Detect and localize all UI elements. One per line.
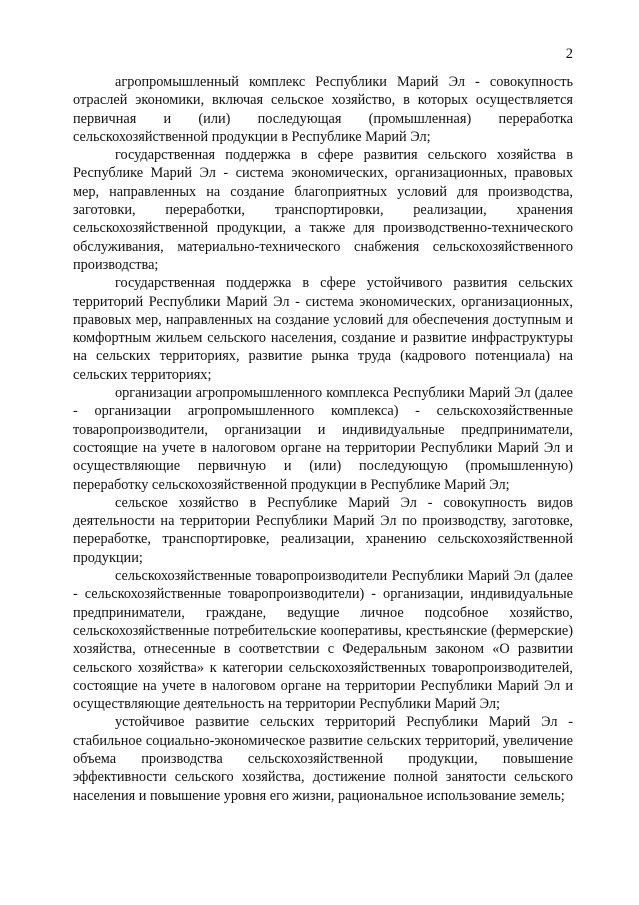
paragraph: агропромышленный комплекс Республики Марий Эл - совокупность отраслей экономики, включая сельское хозяйство, в которых осуществляется первичная и (или) последующая (промышленная) переработка сельскохозяйственной продукции в Республике Марий Эл; xyxy=(73,74,573,145)
page-number: 2 xyxy=(565,46,573,62)
paragraph: государственная поддержка в сфере развития сельского хозяйства в Республике Марий Эл - система экономических, организационных, правовых мер, направленных на создание благоприятных условий для производства, заготовки, переработки, транспортировки, реализации, хранения сельскохозяйственной продукции, а также для производственно-технического обслуживания, материально-технического снабжения сельскохозяйственного производства; xyxy=(73,147,573,273)
paragraph: устойчивое развитие сельских территорий Республики Марий Эл - стабильное социально-экономическое развитие сельских территорий, увеличение объема производства сельскохозяйственной продукции, повышение эффективности сельского хозяйства, достижение полной занятости сельского населения и повышение уровня его жизни, рациональное использование земель; xyxy=(73,714,573,804)
paragraph: сельское хозяйство в Республике Марий Эл - совокупность видов деятельности на территории Республики Марий Эл по производству, заготовке, переработке, транспортировке, реализации, хранению сельскохозяйственной продукции; xyxy=(73,494,573,566)
paragraph: организации агропромышленного комплекса Республики Марий Эл (далее - организации агропромышленного комплекса) - сельскохозяйственные товаропроизводители, организации и индивидуальные предприниматели, состоящие на учете в налоговом органе на территории Республики Марий Эл и осуществляющие первичную и (или) последующую (промышленную) переработку сельскохозяйственной продукции в Республике Марий Эл; xyxy=(73,385,573,493)
document-body xyxy=(73,73,573,805)
paragraph: государственная поддержка в сфере устойчивого развития сельских территорий Республики Марий Эл - система экономических, организационных, правовых мер, направленных на создание условий для обеспечения доступным и комфортным жильем сельского населения, создание и развитие инфраструктуры на сельских территориях, развитие рынка труда (кадрового потенциала) на сельских территориях; xyxy=(73,275,573,383)
paragraph: сельскохозяйственные товаропроизводители Республики Марий Эл (далее - сельскохозяйственные товаропроизводители) - организации, индивидуальные предприниматели, граждане, ведущие личное подсобное хозяйство, сельскохозяйственные потребительские кооперативы, крестьянские (фермерские) хозяйства, отнесенные в соответствии с Федеральным законом «О развитии сельского хозяйства» к категории сельскохозяйственных товаропроизводителей, состоящие на учете в налоговом органе на территории Республики Марий Эл и осуществляющие деятельность на территории Республики Марий Эл; xyxy=(73,568,573,713)
